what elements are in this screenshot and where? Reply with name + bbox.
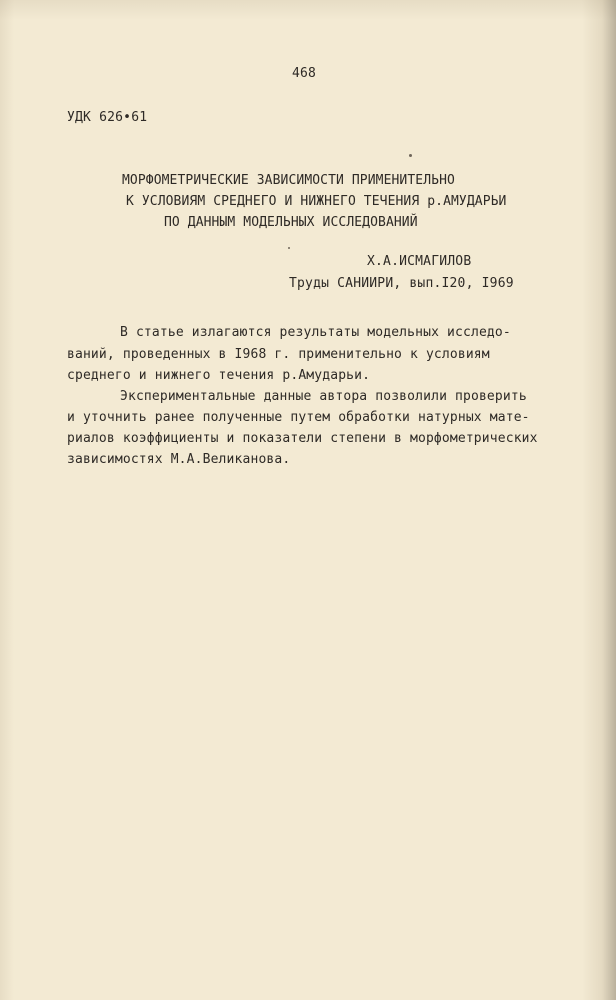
body-line: риалов коэффициенты и показатели степени в морфометрических [67,431,538,446]
title-line-1: МОРФОМЕТРИЧЕСКИЕ ЗАВИСИМОСТИ ПРИМЕНИТЕЛЬНО [122,173,455,188]
body-line: Экспериментальные данные автора позволили проверить [120,389,527,404]
author-name: Х.А.ИСМАГИЛОВ [367,254,472,269]
body-line: В статье излагаются результаты модельных исследо- [120,325,511,340]
page-number: 468 [292,66,317,81]
ink-speck [409,154,412,157]
title-line-2: К УСЛОВИЯМ СРЕДНЕГО И НИЖНЕГО ТЕЧЕНИЯ р.АМУДАРЬИ [126,194,507,209]
udc-code: УДК 626•61 [67,110,148,125]
ink-speck [288,247,290,249]
body-line: среднего и нижнего течения р.Амударьи. [67,368,371,383]
body-line: ваний, проведенных в I968 г. применительно к условиям [67,347,490,362]
body-line: и уточнить ранее полученные путем обработки натурных мате- [67,410,530,425]
title-line-3: ПО ДАННЫМ МОДЕЛЬНЫХ ИССЛЕДОВАНИЙ [164,215,418,230]
body-line: зависимостях М.А.Великанова. [67,452,291,467]
citation: Труды САНИИРИ, вып.I20, I969 [289,276,514,291]
